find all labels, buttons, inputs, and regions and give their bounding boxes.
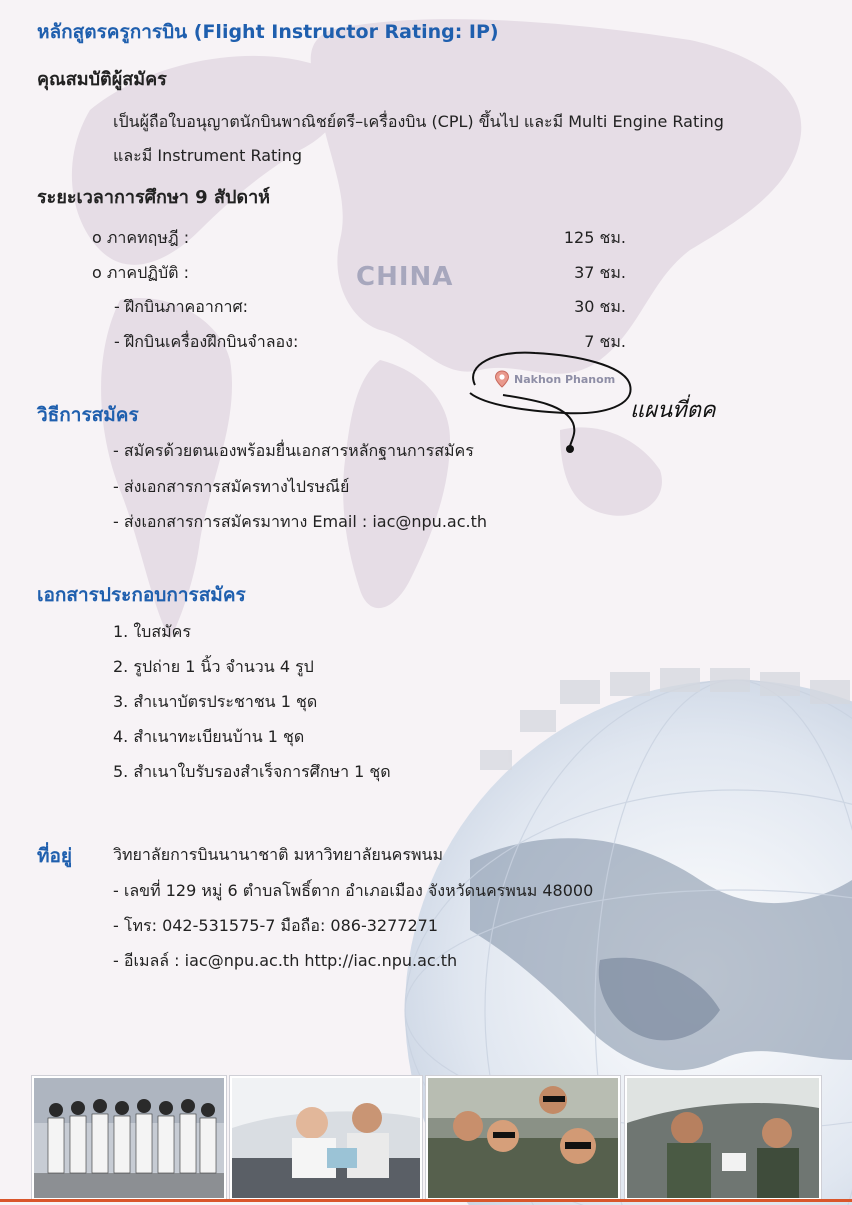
qualifications-heading: คุณสมบัติผู้สมัคร xyxy=(37,69,167,90)
document-item: 2. รูปถ่าย 1 นิ้ว จำนวน 4 รูป xyxy=(113,657,314,676)
photo-group-pilots xyxy=(32,1076,226,1200)
address-line-3: - โทร: 042-531575-7 มือถือ: 086-3277271 xyxy=(113,916,438,935)
apply-heading: วิธีการสมัคร xyxy=(37,404,139,426)
duration-row-label: - ฝึกบินเครื่องฝึกบินจำลอง: xyxy=(114,332,299,351)
bottom-rule xyxy=(0,1199,852,1202)
apply-item: - ส่งเอกสารการสมัครทางไปรษณีย์ xyxy=(113,477,350,496)
page-title: หลักสูตรครูการบิน (Flight Instructor Rating: IP) xyxy=(37,21,499,43)
document-item: 1. ใบสมัคร xyxy=(113,622,191,641)
photo-cockpit-training xyxy=(625,1076,821,1200)
photo-cockpit-instructor xyxy=(230,1076,422,1200)
document-item: 3. สำเนาบัตรประชาชน 1 ชุด xyxy=(113,692,318,711)
duration-row-hours: 7 ชม. xyxy=(584,332,626,351)
address-line-4: - อีเมลล์ : iac@npu.ac.th http://iac.npu.ac.th xyxy=(113,951,458,970)
duration-row-hours: 125 ชม. xyxy=(563,228,626,247)
address-line-1: วิทยาลัยการบินนานาชาติ มหาวิทยาลัยนครพนม xyxy=(113,845,444,864)
apply-item: - สมัครด้วยตนเองพร้อมยื่นเอกสารหลักฐานการสมัคร xyxy=(113,441,474,460)
address-heading: ที่อยู่ xyxy=(37,845,73,867)
duration-row-label: o ภาคปฏิบัติ : xyxy=(92,263,190,282)
duration-row-hours: 30 ชม. xyxy=(574,297,626,316)
qualifications-line-2: และมี Instrument Rating xyxy=(113,146,303,165)
map-label-china: CHINA xyxy=(356,262,454,292)
document-item: 4. สำเนาทะเบียนบ้าน 1 ชุด xyxy=(113,727,305,746)
photo-students-smiling xyxy=(426,1076,620,1200)
duration-row-label: o ภาคทฤษฎี : xyxy=(92,228,190,247)
address-line-2: - เลขที่ 129 หมู่ 6 ตำบลโพธิ์ตาก อำเภอเมือง จังหวัดนครพนม 48000 xyxy=(113,881,594,900)
apply-item: - ส่งเอกสารการสมัครมาทาง Email : iac@npu.ac.th xyxy=(113,512,488,531)
qualifications-line-1: เป็นผู้ถือใบอนุญาตนักบินพาณิชย์ตรี–เครื่องบิน (CPL) ขึ้นไป และมี Multi Engine Rating xyxy=(113,112,724,131)
map-label-nakhon-phanom: Nakhon Phanom xyxy=(514,373,616,386)
duration-heading: ระยะเวลาการศึกษา 9 สัปดาห์ xyxy=(37,187,271,208)
duration-row-hours: 37 ชม. xyxy=(574,263,626,282)
duration-row-label: - ฝึกบินภาคอากาศ: xyxy=(114,297,249,316)
documents-heading: เอกสารประกอบการสมัคร xyxy=(37,584,246,606)
handwritten-note: แผนที่ตค xyxy=(630,398,716,423)
handwritten-circle-annotation xyxy=(455,345,645,465)
document-item: 5. สำเนาใบรับรองสำเร็จการศึกษา 1 ชุด xyxy=(113,762,391,781)
